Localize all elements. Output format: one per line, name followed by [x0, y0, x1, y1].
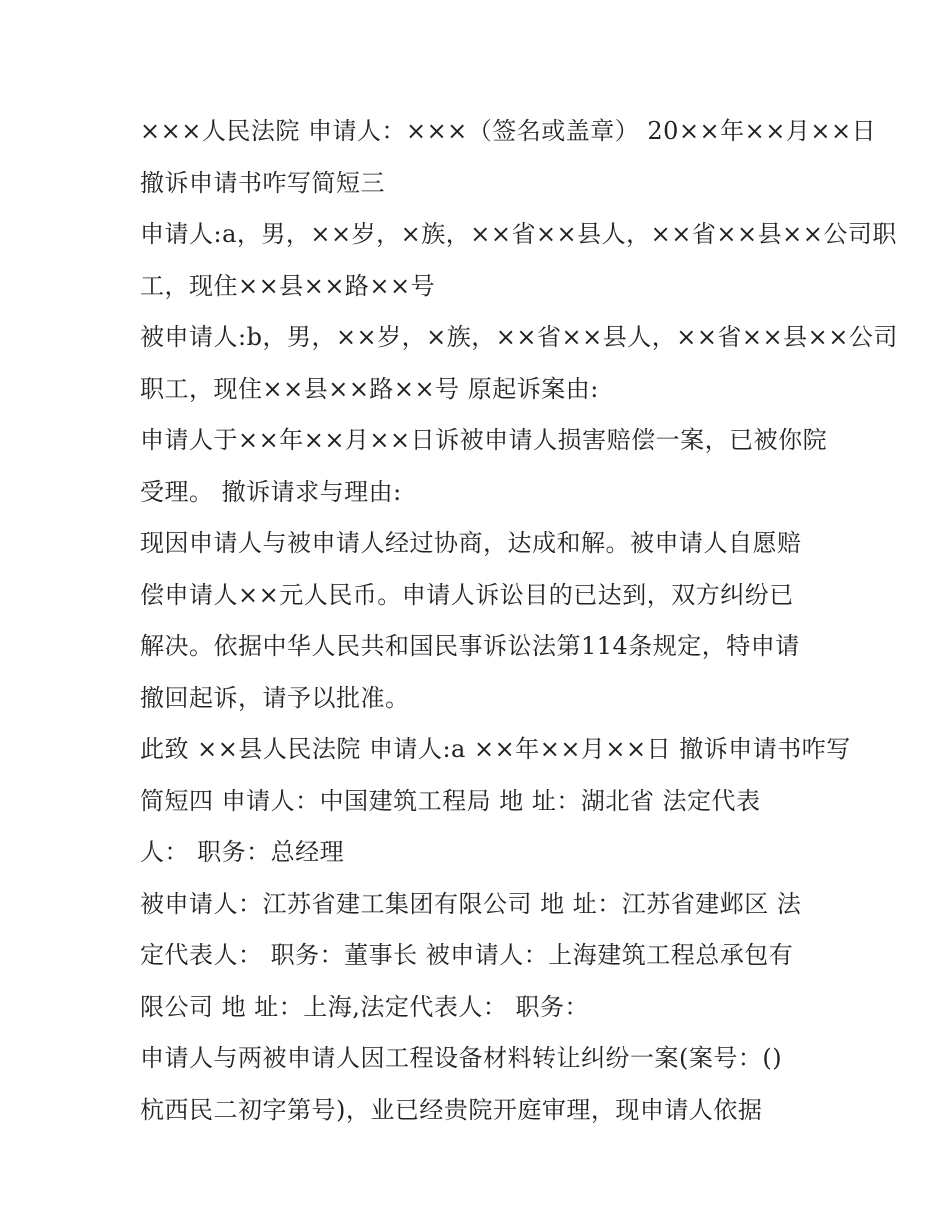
- text-line: ×××人民法院 申请人：×××（签名或盖章） 20××年××月××日: [140, 117, 877, 145]
- document-body: [140, 106, 898, 1136]
- text-line: 职工，现住××县××路××号 原起诉案由:: [140, 374, 599, 403]
- text-line: 申请人于××年××月××日诉被申请人损害赔偿一案，已被你院: [140, 426, 828, 454]
- text-line: 被申请人:b，男，××岁，×族，××省××县人，××省××县××公司: [140, 323, 898, 351]
- text-line: 撤诉申请书咋写简短三: [140, 168, 385, 197]
- text-line: 简短四 申请人：中国建筑工程局 地 址：湖北省 法定代表: [140, 786, 761, 815]
- text-line: 撤回起诉，请予以批准。: [140, 683, 410, 712]
- text-line: 申请人与两被申请人因工程设备材料转让纠纷一案(案号：(): [140, 1044, 783, 1072]
- text-line: 偿申请人××元人民币。申请人诉讼目的已达到，双方纠纷已: [140, 580, 794, 609]
- text-line: 人： 职务：总经理: [140, 838, 345, 866]
- text-line: 工，现住××县××路××号: [140, 271, 436, 300]
- text-line: 此致 ××县人民法院 申请人:a ××年××月××日 撤诉申请书咋写: [140, 735, 851, 763]
- text-line: 限公司 地 址：上海,法定代表人： 职务：: [140, 992, 590, 1021]
- text-line: 申请人:a，男，××岁，×族，××省××县人，××省××县××公司职: [140, 220, 897, 248]
- text-line: 定代表人： 职务：董事长 被申请人：上海建筑工程总承包有: [140, 941, 794, 969]
- text-line: 受理。 撤诉请求与理由:: [140, 477, 402, 506]
- text-line: 现因申请人与被申请人经过协商，达成和解。被申请人自愿赔: [140, 529, 802, 557]
- text-line: 杭西民二初字第号)，业已经贵院开庭审理，现申请人依据: [140, 1095, 763, 1124]
- text-line: 解决。依据中华人民共和国民事诉讼法第114条规定，特申请: [140, 632, 800, 660]
- text-line: 被申请人：江苏省建工集团有限公司 地 址：江苏省建邺区 法: [140, 889, 802, 918]
